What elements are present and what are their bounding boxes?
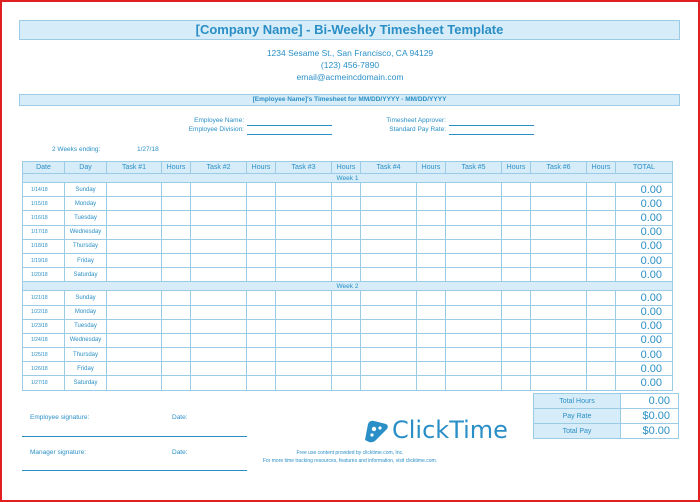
task-cell[interactable] [107,319,162,333]
hours-cell[interactable] [502,319,531,333]
pay-rate-row [534,409,679,424]
task-cell[interactable] [446,197,502,211]
hours-cell[interactable] [247,348,276,362]
hours-cell[interactable] [417,268,446,282]
timesheet-table [22,161,673,391]
table-row [23,239,673,253]
weeks-ending-label: 2 Weeks ending: [52,146,101,153]
day-cell: Sunday [65,291,107,305]
task-cell[interactable] [361,211,417,225]
hours-cell[interactable] [587,225,616,239]
date-cell: 1/22/18 [23,305,65,319]
column-header: Task #3 [276,162,332,174]
hours-cell[interactable] [417,291,446,305]
hours-cell[interactable] [502,183,531,197]
hours-cell[interactable] [502,333,531,347]
date-cell: 1/19/18 [23,253,65,267]
day-cell: Saturday [65,376,107,390]
task-cell[interactable] [446,183,502,197]
hours-cell[interactable] [332,348,361,362]
total-cell: 0.00 [616,362,673,376]
date-cell: 1/24/18 [23,333,65,347]
task-cell[interactable] [191,348,247,362]
hours-cell[interactable] [587,348,616,362]
hours-cell[interactable] [247,211,276,225]
date-cell: 1/21/18 [23,291,65,305]
task-cell[interactable] [531,268,587,282]
task-cell[interactable] [191,362,247,376]
task-cell[interactable] [531,319,587,333]
task-cell[interactable] [191,305,247,319]
total-hours-row [534,394,679,409]
task-cell[interactable] [446,348,502,362]
hours-cell[interactable] [587,183,616,197]
hours-cell[interactable] [502,211,531,225]
date-cell: 1/14/18 [23,183,65,197]
hours-cell[interactable] [417,333,446,347]
task-cell[interactable] [446,211,502,225]
hours-cell[interactable] [417,348,446,362]
hours-cell[interactable] [417,211,446,225]
task-cell[interactable] [191,291,247,305]
task-cell[interactable] [276,197,332,211]
task-cell[interactable] [276,376,332,390]
hours-cell[interactable] [417,225,446,239]
hours-cell[interactable] [332,183,361,197]
hours-cell[interactable] [247,333,276,347]
hours-cell[interactable] [162,211,191,225]
hours-cell[interactable] [502,291,531,305]
total-cell: 0.00 [616,319,673,333]
column-header: Task #2 [191,162,247,174]
hours-cell[interactable] [502,239,531,253]
table-row [23,348,673,362]
timesheet-subtitle: [Employee Name]'s Timesheet for MM/DD/YYYY - MM/DD/YYYY [19,94,680,106]
hours-cell[interactable] [417,239,446,253]
hours-cell[interactable] [502,268,531,282]
task-cell[interactable] [276,225,332,239]
hours-cell[interactable] [162,239,191,253]
hours-cell[interactable] [417,253,446,267]
hours-cell[interactable] [162,183,191,197]
hours-cell[interactable] [587,268,616,282]
hours-cell[interactable] [417,362,446,376]
task-cell[interactable] [107,305,162,319]
date-cell: 1/16/18 [23,211,65,225]
task-cell[interactable] [191,376,247,390]
standard-pay-rate-field[interactable] [449,134,534,135]
task-cell[interactable] [191,319,247,333]
hours-cell[interactable] [502,376,531,390]
task-cell[interactable] [191,333,247,347]
day-cell: Monday [65,197,107,211]
timesheet-approver-label: Timesheet Approver: [386,117,446,124]
task-cell[interactable] [361,183,417,197]
total-cell: 0.00 [616,333,673,347]
week-label: Week 1 [23,174,673,183]
total-hours-value: 0.00 [621,394,679,409]
employee-date-label: Date: [172,414,188,421]
hours-cell[interactable] [162,197,191,211]
task-cell[interactable] [361,333,417,347]
table-row [23,211,673,225]
task-cell[interactable] [361,197,417,211]
hours-cell[interactable] [332,291,361,305]
total-cell: 0.00 [616,225,673,239]
hours-cell[interactable] [332,197,361,211]
week-header-row [23,282,673,291]
task-cell[interactable] [361,319,417,333]
column-header: Task #1 [107,162,162,174]
total-cell: 0.00 [616,376,673,390]
task-cell[interactable] [107,211,162,225]
manager-signature-line[interactable] [22,470,247,471]
task-cell[interactable] [531,362,587,376]
column-header: Hours [332,162,361,174]
task-cell[interactable] [531,348,587,362]
total-pay-label: Total Pay [534,424,621,439]
hours-cell[interactable] [162,362,191,376]
task-cell[interactable] [107,333,162,347]
task-cell[interactable] [276,291,332,305]
task-cell[interactable] [361,291,417,305]
timesheet-approver-field[interactable] [449,125,534,126]
total-cell: 0.00 [616,239,673,253]
hours-cell[interactable] [247,253,276,267]
hours-cell[interactable] [587,319,616,333]
hours-cell[interactable] [162,348,191,362]
date-cell: 1/15/18 [23,197,65,211]
day-cell: Friday [65,253,107,267]
hours-cell[interactable] [332,253,361,267]
date-cell: 1/23/18 [23,319,65,333]
task-cell[interactable] [446,239,502,253]
company-address: 1234 Sesame St., San Francisco, CA 94129 [266,48,434,58]
date-cell: 1/26/18 [23,362,65,376]
employee-division-label: Employee Division: [188,126,244,133]
task-cell[interactable] [107,253,162,267]
task-cell[interactable] [361,362,417,376]
task-cell[interactable] [531,376,587,390]
task-cell[interactable] [276,333,332,347]
task-cell[interactable] [191,183,247,197]
task-cell[interactable] [107,348,162,362]
hours-cell[interactable] [502,362,531,376]
hours-cell[interactable] [502,225,531,239]
day-cell: Friday [65,362,107,376]
task-cell[interactable] [276,268,332,282]
hours-cell[interactable] [587,211,616,225]
task-cell[interactable] [276,211,332,225]
task-cell[interactable] [361,268,417,282]
total-cell: 0.00 [616,305,673,319]
hours-cell[interactable] [502,253,531,267]
hours-cell[interactable] [332,305,361,319]
hours-cell[interactable] [162,305,191,319]
total-pay-value: $0.00 [621,424,679,439]
hours-cell[interactable] [162,268,191,282]
task-cell[interactable] [107,291,162,305]
hours-cell[interactable] [417,305,446,319]
task-cell[interactable] [531,333,587,347]
page-title: [Company Name] - Bi-Weekly Timesheet Template [19,20,680,40]
task-cell[interactable] [276,183,332,197]
task-cell[interactable] [531,211,587,225]
task-cell[interactable] [446,333,502,347]
task-cell[interactable] [446,291,502,305]
task-cell[interactable] [531,239,587,253]
task-cell[interactable] [531,183,587,197]
hours-cell[interactable] [247,319,276,333]
total-cell: 0.00 [616,183,673,197]
task-cell[interactable] [191,239,247,253]
standard-pay-rate-label: Standard Pay Rate: [389,126,446,133]
hours-cell[interactable] [162,291,191,305]
employee-signature-line[interactable] [22,436,247,437]
task-cell[interactable] [446,319,502,333]
task-cell[interactable] [531,225,587,239]
hours-cell[interactable] [247,376,276,390]
table-row [23,319,673,333]
task-cell[interactable] [191,225,247,239]
hours-cell[interactable] [587,239,616,253]
task-cell[interactable] [276,348,332,362]
footer-line-1: Free use content provided by clicktime.com, Inc. [296,450,404,456]
hours-cell[interactable] [587,305,616,319]
task-cell[interactable] [446,268,502,282]
hours-cell[interactable] [247,239,276,253]
table-row [23,376,673,390]
hours-cell[interactable] [162,253,191,267]
table-row [23,291,673,305]
hours-cell[interactable] [332,225,361,239]
table-row [23,197,673,211]
date-cell: 1/17/18 [23,225,65,239]
table-row [23,225,673,239]
employee-division-field[interactable] [247,134,332,135]
hours-cell[interactable] [417,376,446,390]
table-row [23,253,673,267]
task-cell[interactable] [107,362,162,376]
date-cell: 1/27/18 [23,376,65,390]
hours-cell[interactable] [587,376,616,390]
manager-date-label: Date: [172,449,188,456]
column-header: Hours [162,162,191,174]
table-row [23,333,673,347]
task-cell[interactable] [107,197,162,211]
day-cell: Monday [65,305,107,319]
hours-cell[interactable] [162,225,191,239]
total-cell: 0.00 [616,291,673,305]
hours-cell[interactable] [332,362,361,376]
hours-cell[interactable] [417,197,446,211]
task-cell[interactable] [107,268,162,282]
task-cell[interactable] [191,211,247,225]
hours-cell[interactable] [162,333,191,347]
hours-cell[interactable] [587,253,616,267]
hours-cell[interactable] [332,268,361,282]
hours-cell[interactable] [587,291,616,305]
hours-cell[interactable] [247,197,276,211]
weeks-ending-value[interactable]: 1/27/18 [137,146,159,153]
hours-cell[interactable] [247,268,276,282]
column-header: Task #5 [446,162,502,174]
day-cell: Wednesday [65,225,107,239]
column-header: Hours [502,162,531,174]
total-cell: 0.00 [616,197,673,211]
hours-cell[interactable] [247,291,276,305]
task-cell[interactable] [446,305,502,319]
task-cell[interactable] [191,197,247,211]
column-header: Date [23,162,65,174]
day-cell: Thursday [65,348,107,362]
task-cell[interactable] [107,183,162,197]
task-cell[interactable] [531,197,587,211]
hours-cell[interactable] [502,197,531,211]
day-cell: Thursday [65,239,107,253]
column-header: Day [65,162,107,174]
table-row [23,268,673,282]
day-cell: Wednesday [65,333,107,347]
manager-signature-label: Manager signature: [30,449,87,456]
task-cell[interactable] [361,348,417,362]
day-cell: Tuesday [65,211,107,225]
task-cell[interactable] [531,291,587,305]
task-cell[interactable] [191,253,247,267]
hours-cell[interactable] [162,376,191,390]
clicktime-logo-icon [362,418,390,444]
hours-cell[interactable] [247,225,276,239]
hours-cell[interactable] [587,197,616,211]
task-cell[interactable] [276,319,332,333]
hours-cell[interactable] [417,319,446,333]
total-cell: 0.00 [616,348,673,362]
task-cell[interactable] [446,253,502,267]
task-cell[interactable] [107,239,162,253]
hours-cell[interactable] [247,183,276,197]
column-header: Task #4 [361,162,417,174]
employee-name-field[interactable] [247,125,332,126]
task-cell[interactable] [446,376,502,390]
total-hours-label: Total Hours [534,394,621,409]
hours-cell[interactable] [417,183,446,197]
hours-cell[interactable] [502,305,531,319]
total-cell: 0.00 [616,253,673,267]
total-cell: 0.00 [616,268,673,282]
employee-name-label: Employee Name: [194,117,244,124]
table-row [23,183,673,197]
pay-rate-label: Pay Rate [534,409,621,424]
hours-cell[interactable] [162,319,191,333]
task-cell[interactable] [531,253,587,267]
column-header: TOTAL [616,162,673,174]
task-cell[interactable] [276,305,332,319]
summary-table [533,393,679,439]
date-cell: 1/18/18 [23,239,65,253]
week-header-row [23,174,673,183]
week-label: Week 2 [23,282,673,291]
company-phone: (123) 456-7890 [320,60,380,70]
task-cell[interactable] [107,376,162,390]
footer-line-2: For more time tracking resources, features and information, visit clicktime.com. [262,458,438,464]
total-pay-row [534,424,679,439]
hours-cell[interactable] [247,305,276,319]
date-cell: 1/25/18 [23,348,65,362]
hours-cell[interactable] [587,362,616,376]
date-cell: 1/20/18 [23,268,65,282]
hours-cell[interactable] [587,333,616,347]
task-cell[interactable] [276,239,332,253]
task-cell[interactable] [361,239,417,253]
task-cell[interactable] [361,305,417,319]
table-header-row [23,162,673,174]
task-cell[interactable] [446,225,502,239]
day-cell: Tuesday [65,319,107,333]
employee-signature-label: Employee signature: [30,414,90,421]
task-cell[interactable] [446,362,502,376]
column-header: Hours [417,162,446,174]
pay-rate-value: $0.00 [621,409,679,424]
hours-cell[interactable] [502,348,531,362]
task-cell[interactable] [361,253,417,267]
hours-cell[interactable] [247,362,276,376]
task-cell[interactable] [531,305,587,319]
task-cell[interactable] [276,253,332,267]
column-header: Hours [587,162,616,174]
hours-cell[interactable] [332,376,361,390]
hours-cell[interactable] [332,319,361,333]
task-cell[interactable] [276,362,332,376]
total-cell: 0.00 [616,211,673,225]
table-row [23,362,673,376]
column-header: Task #6 [531,162,587,174]
day-cell: Sunday [65,183,107,197]
day-cell: Saturday [65,268,107,282]
task-cell[interactable] [361,225,417,239]
column-header: Hours [247,162,276,174]
task-cell[interactable] [191,268,247,282]
task-cell[interactable] [107,225,162,239]
table-row [23,305,673,319]
task-cell[interactable] [361,376,417,390]
company-email: email@acmeincdomain.com [296,72,404,82]
hours-cell[interactable] [332,333,361,347]
clicktime-logo-text: ClickTime [392,416,508,444]
hours-cell[interactable] [332,239,361,253]
hours-cell[interactable] [332,211,361,225]
